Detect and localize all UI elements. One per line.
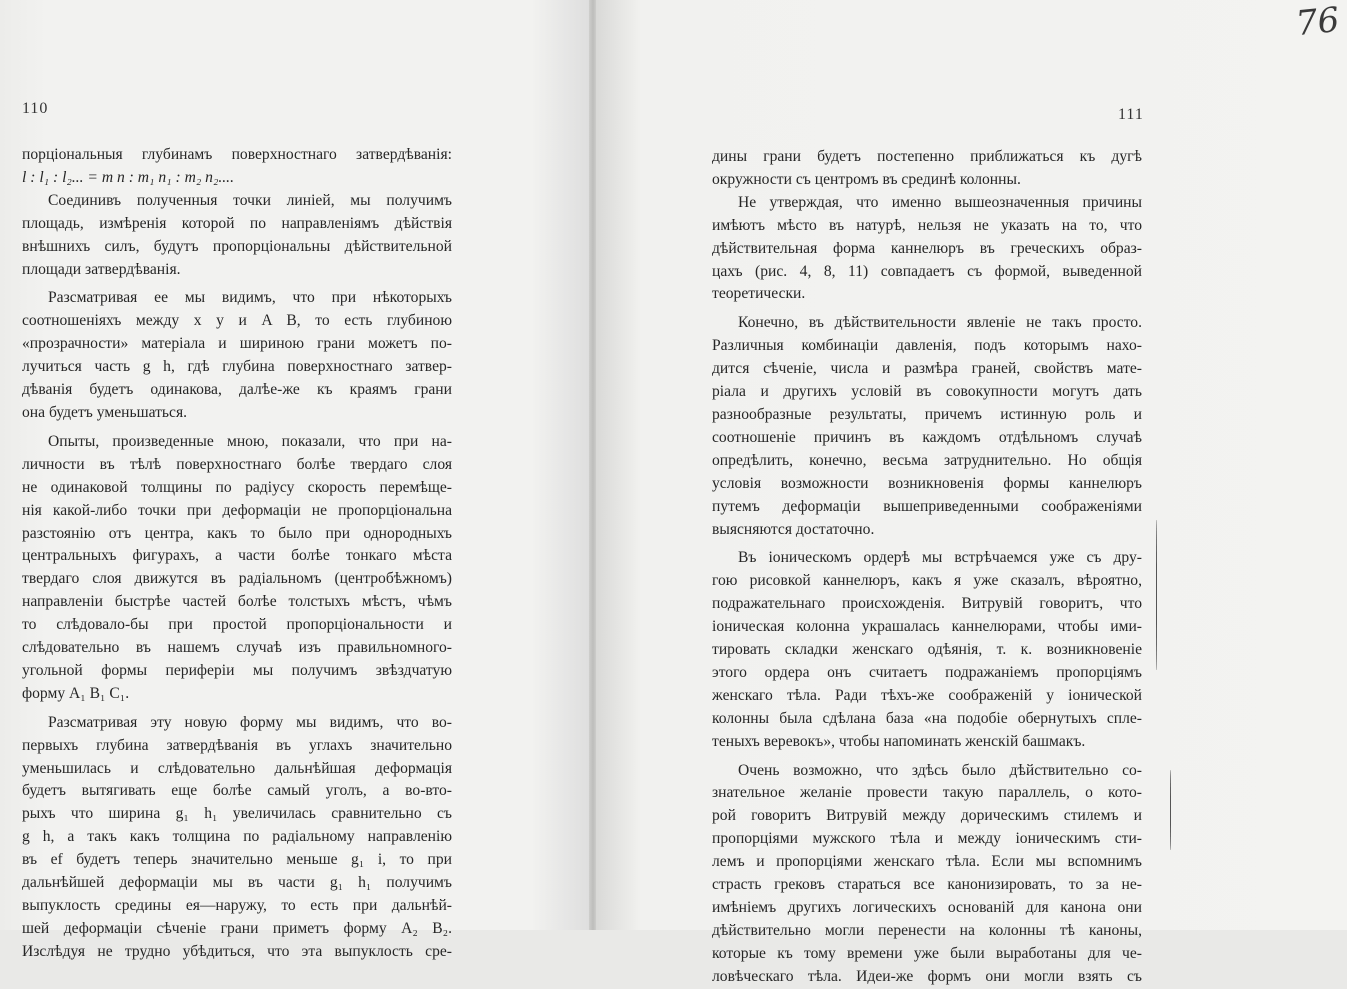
text-line: теныхъ веревокъ», чтобы напоминать женскій башмакъ. [712,732,1086,750]
text-line: l : l₁ : l₂... = m n : m₁ n₁ : m₂ n₂.... [22,168,234,186]
text-line: выпуклость средины ея—наружу, то есть при дальнѣй- [22,897,452,914]
text-line: Разсматривая ее мы видимъ, что при нѣкоторыхъ [48,289,452,307]
text-line: тировать складки женскаго одѣянія, т. к. возникновеніе [712,641,1142,659]
text-line: имѣютъ мѣсто въ натурѣ, нельзя не указать на то, что [712,216,1142,234]
text-line: Различныя комбинаціи давленія, подъ которымъ нахо- [712,337,1142,355]
text-line: страсть грековъ стараться все канонизировать, то за не- [712,876,1142,894]
text-line: будетъ вытягивать еще болѣе самый уголъ, а во-вто- [22,782,452,800]
margin-pencil-mark [1156,520,1157,670]
text-line: Опыты, произведенные мною, показали, что при на- [48,432,452,450]
text-line: Разсматривая эту новую форму мы видимъ, что во- [48,713,452,731]
text-line: уменьшилась и слѣдовательно дальнѣйшая деформація [22,759,452,777]
text-line: личности въ тѣлѣ поверхностнаго болѣе твердаго слоя [22,455,452,473]
text-line: имѣніемъ другихъ логическихъ основаній для канона они [712,899,1142,916]
text-line: нія какой-либо точки при деформаціи не пропорціональна [22,501,452,519]
right-page [596,0,1347,985]
text-line: теоретически. [712,285,806,303]
text-line: цахъ (рис. 4, 8, 11) совпадаетъ съ формой, выведенной [712,262,1142,280]
text-line: центральныхъ фигурахъ, а части болѣе тонкаго мѣста [22,547,452,565]
text-line: дѣванія будетъ одинакова, далѣе-же къ краямъ грани [22,381,452,399]
text-line: то слѣдовало-бы при простой пропорціональности и [22,616,452,634]
text-line: въ ef будетъ теперь значительно меньше g₁ i, то при [22,851,452,869]
text-line: рыхъ что ширина g₁ h₁ увеличилась сравнительно съ [22,805,452,823]
text-line: направленіи быстрѣе частей болѣе толстыхъ мѣстъ, чѣмъ [22,593,452,611]
text-line: опредѣлить, конечно, весьма затруднительно. Но общія [712,451,1142,469]
text-line: подражательнаго происхожденія. Витрувій говоритъ, что [712,595,1142,613]
left-page-number: 110 [22,100,49,117]
right-page-number: 111 [1118,106,1144,123]
text-line: дится сѣченіе, числа и размѣра граней, свойствъ мате- [712,360,1142,378]
text-line: соотношеніе причинъ въ каждомъ отдѣльномъ случаѣ [712,428,1142,446]
text-line: площадь, измѣренія которой по направленіямъ дѣйствія [22,214,452,232]
text-line: ловѣческаго тѣла. Идеи-же формъ они могли взять съ [712,967,1142,985]
text-line: гою рисовкой каннелюръ, какъ я уже сказалъ, вѣроятно, [712,572,1142,590]
handwritten-page-note: 76 [1293,0,1341,45]
text-line: g h, а такъ какъ толщина по радіальному направленію [22,828,452,846]
right-page-text [712,146,1142,989]
text-line: іоническая колонна украшалась каннелюрами, чтобы ими- [712,618,1142,636]
margin-pencil-mark [1170,770,1171,850]
text-line: ріала и другихъ условій въ совокупности могутъ дать [712,383,1142,401]
text-line: дѣйствительная форма каннелюръ въ греческихъ образ- [712,239,1142,257]
text-line: слѣдовательно въ нашемъ случаѣ изъ правильномного- [22,639,452,657]
text-line: она будетъ уменьшаться. [22,403,188,421]
text-line: площади затвердѣванія. [22,260,181,278]
text-line: Соединивъ полученныя точки линіей, мы получимъ [48,191,452,209]
left-page-text [22,144,452,964]
text-line: выясняются достаточно. [712,520,875,538]
text-line: Очень возможно, что здѣсь было дѣйствительно со- [738,761,1142,779]
text-line: женскаго тѣла. Ради тѣхъ-же соображеній у іонической [712,686,1142,704]
text-line: Изслѣдуя не трудно убѣдиться, что эта выпуклость сре- [22,942,452,960]
text-line: дины грани будетъ постепенно приближаться къ дугѣ [712,148,1142,165]
text-line: которые къ тому времени уже были выработаны для че- [712,944,1142,962]
text-line: порціональныя глубинамъ поверхностнаго затвердѣванія: [22,146,452,163]
text-line: колонны была сдѣлана база «на подобіе обернутыхъ спле- [712,709,1142,727]
text-line: Конечно, въ дѣйствительности явленіе не такъ просто. [738,314,1142,332]
text-line: путемъ деформаціи вышеприведенными соображеніями [712,497,1142,515]
text-line: Не утверждая, что именно вышеозначенныя причины [738,193,1142,211]
text-line: этого ордера онъ считаетъ подражаніемъ пропорціямъ [712,663,1142,681]
text-line: разстоянію отъ центра, какъ то было при однородныхъ [22,524,452,542]
text-line: угольной формы периферіи мы получимъ звѣздчатую [22,661,452,679]
text-line: твердаго слоя движутся въ радіальномъ (центробѣжномъ) [22,570,452,588]
text-line: форму A₁ B₁ C₁. [22,684,130,702]
text-line: «прозрачности» матеріала и шириною грани можетъ по- [22,335,452,353]
text-line: пропорціями мужского тѣла и между іоническимъ сти- [712,830,1142,848]
text-line: не одинаковой толщины по радіусу скорость перемѣще- [22,478,452,496]
text-line: Въ іоническомъ ордерѣ мы встрѣчаемся уже съ дру- [738,549,1142,567]
text-line: рой говоритъ Витрувій между дорическимъ стилемъ и [712,807,1142,825]
text-line: разнообразные результаты, причемъ истинную роль и [712,405,1142,423]
text-line: соотношеніяхъ между x y и A B, то есть глубиною [22,312,452,330]
text-line: шей деформаціи сѣченіе грани приметъ форму A₂ B₂. [22,919,452,937]
text-line: условія возможности возникновенія формы каннелюръ [712,474,1142,492]
text-line: дѣйствительно могли перенести на колонны тѣ каноны, [712,921,1142,939]
text-line: дальнѣйшей деформаціи мы въ части g₁ h₁ получимъ [22,874,452,892]
left-page [0,0,590,960]
text-line: окружности съ центромъ въ срединѣ колонны. [712,170,1021,188]
text-line: лемъ и пропорціями женскаго тѣла. Если мы вспомнимъ [712,853,1142,871]
text-line: первыхъ глубина затвердѣванія въ углахъ значительно [22,736,452,754]
text-line: внѣшнихъ силъ, будутъ пропорціональны дѣйствительной [22,237,452,255]
text-line: лучиться часть g h, гдѣ глубина поверхностнаго затвер- [22,358,452,376]
text-line: знательное желаніе провести такую параллель, о кото- [712,784,1142,802]
